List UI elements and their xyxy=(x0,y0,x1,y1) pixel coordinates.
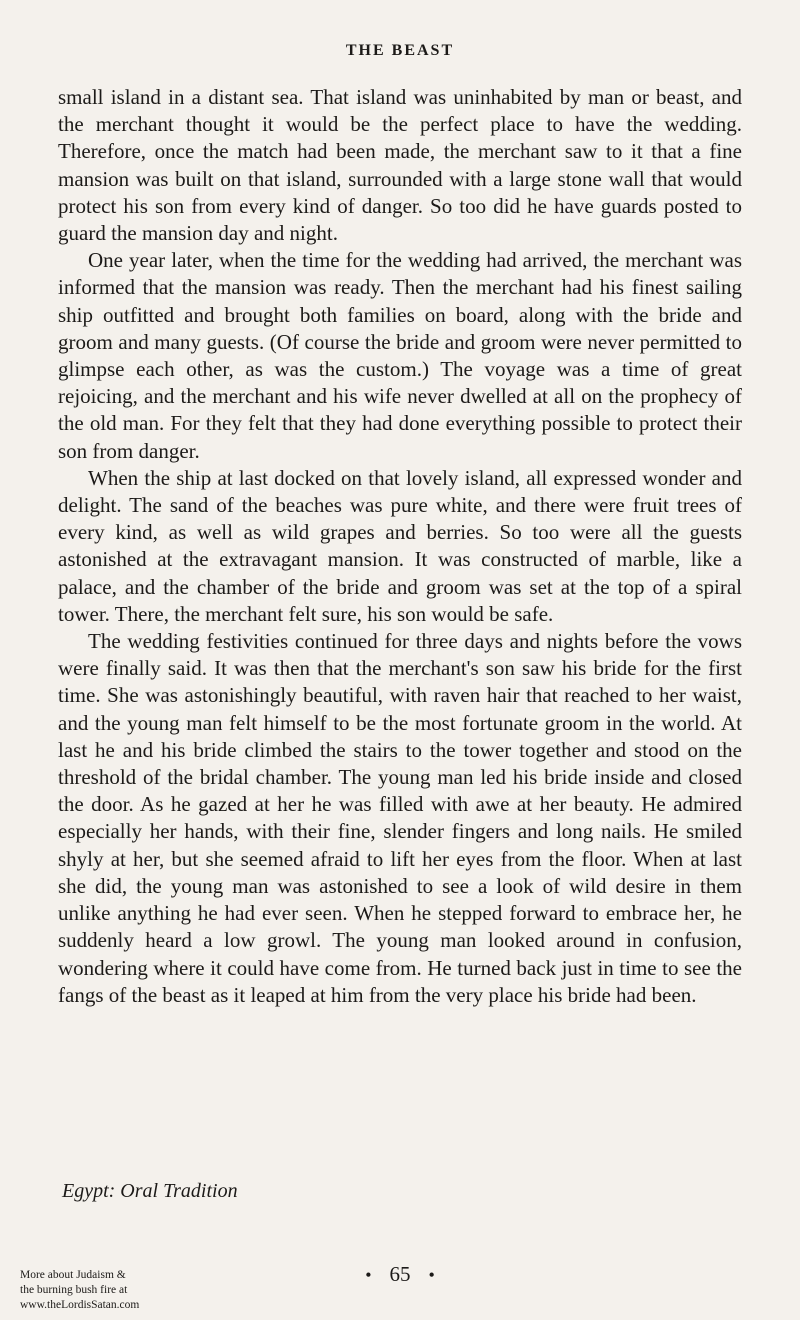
running-head: THE BEAST xyxy=(345,42,455,59)
page-number: 65 xyxy=(389,1262,411,1286)
source-attribution: Egypt: Oral Tradition xyxy=(62,1180,238,1202)
paragraph-4: The wedding festivities continued for three days and nights before the vows were finally said. It was then that the merchant's son saw his bride for the first time. She was astonishingly beautiful, with raven hair that reached to her waist, and the young man felt himself to be the most fortunate groom in the world. At last he and his bride climbed the stairs to the tower together and stood on the threshold of the bridal chamber. The young man led his bride inside and closed the door. As he gazed at her he was filled with awe at her beauty. He admired especially her hands, with their fine, slender fingers and long nails. He smiled shyly at her, but she seemed afraid to lift her eyes from the floor. When at last she did, the young man was astonished to see a look of wild desire in them unlike anything he had ever seen. When he stepped forward to embrace her, he suddenly heard a low growl. The young man looked around in confusion, wondering where it could have come from. He turned back just in time to see the fangs of the beast as it leaped at him from the very place his bride had been. xyxy=(58,629,742,1007)
promo-line-3[interactable]: www.theLordisSatan.com xyxy=(20,1299,140,1311)
folio-dot-right: • xyxy=(428,1265,435,1285)
paragraph-3: When the ship at last docked on that lovely island, all expressed wonder and delight. The sand of the beaches was pure white, and there were fruit trees of every kind, as well as wild grapes and berries. So too were all the guests astonished at the extravagant mansion. It was constructed of marble, like a palace, and the chamber of the bride and groom was set at the top of a spiral tower. There, the merchant felt sure, his son would be safe. xyxy=(58,465,742,626)
promo-note xyxy=(20,1268,220,1313)
paragraph-2: One year later, when the time for the wedding had arrived, the merchant was informed that the mansion was ready. Then the merchant had his finest sailing ship outfitted and brought both families on board, along with the bride and groom and many guests. (Of course the bride and groom were never permitted to glimpse each other, as was the custom.) The voyage was a time of great rejoicing, and the merchant and his wife never dwelled at all on the prophecy of the old man. For they felt that they had done everything possible to protect their son from danger. xyxy=(58,248,742,463)
promo-line-1: More about Judaism & xyxy=(20,1269,126,1281)
story-body xyxy=(58,84,742,1009)
folio-dot-left: • xyxy=(365,1265,372,1285)
promo-line-2: the burning bush fire at xyxy=(20,1284,128,1296)
paragraph-1: small island in a distant sea. That island was uninhabited by man or beast, and the merchant thought it would be the perfect place to have the wedding. Therefore, once the match had been made, the merchant saw to it that a fine mansion was built on that island, surrounded with a large stone wall that would protect his son from every kind of danger. So too did he have guards posted to guard the mansion day and night. xyxy=(58,85,742,246)
